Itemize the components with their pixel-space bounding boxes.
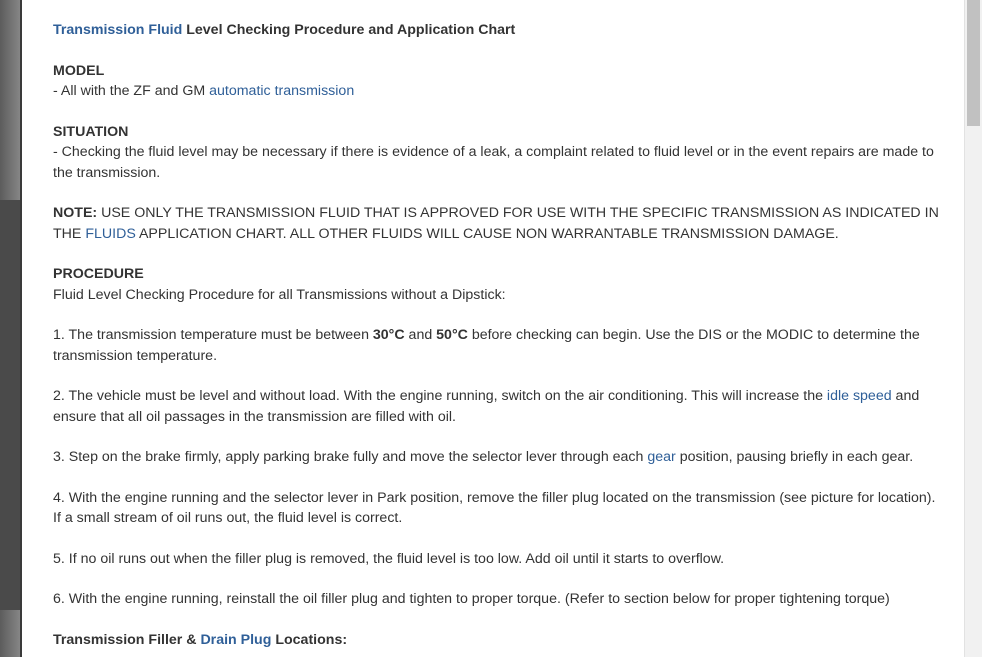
- link-drain-plug[interactable]: Drain Plug: [200, 631, 272, 648]
- model-heading: MODEL: [53, 62, 105, 79]
- procedure-intro: Fluid Level Checking Procedure for all Transmissions without a Dipstick:: [53, 286, 506, 303]
- note-text-1: USE ONLY THE TRANSMISSION FLUID THAT IS APPROVED FOR USE WITH THE SPECIFIC TRANSMISSION AS INDICATED IN THE: [53, 205, 939, 242]
- article-title: [53, 20, 943, 41]
- procedure-step-5: 5. If no oil runs out when the filler plug is removed, the fluid level is too low. Add oil until it starts to overflow.: [53, 550, 725, 567]
- note-text-2: APPLICATION CHART. ALL OTHER FLUIDS WILL CAUSE NON WARRANTABLE TRANSMISSION DAMAGE.: [135, 225, 839, 242]
- link-automatic-transmission[interactable]: automatic transmission: [209, 83, 355, 99]
- locations-text-a: Transmission Filler &: [53, 631, 201, 648]
- situation-section: [53, 122, 943, 184]
- procedure-heading: PROCEDURE: [53, 266, 144, 282]
- title-text: Level Checking Procedure and Application Chart: [182, 22, 516, 38]
- procedure-step-2: [53, 386, 943, 427]
- vertical-scrollbar[interactable]: [964, 0, 982, 657]
- note-section: [53, 203, 943, 244]
- background-dark-band: [0, 200, 20, 610]
- article-page: [22, 0, 964, 657]
- locations-text-b: Locations:: [271, 631, 348, 648]
- step-1-temp-low: 30°C: [372, 327, 405, 343]
- step-1-text-b: and: [404, 327, 437, 343]
- procedure-step-6: 6. With the engine running, reinstall the oil filler plug and tighten to proper torque. (Refer to section below for proper tightening torque): [53, 591, 890, 607]
- situation-heading: SITUATION: [53, 123, 129, 140]
- step-2-text-b: and ensure that all oil passages in the transmission are filled with oil.: [53, 388, 920, 425]
- link-idle-speed[interactable]: idle speed: [826, 388, 892, 404]
- situation-text: - Checking the fluid level may be necessary if there is evidence of a leak, a complaint related to fluid level or in the event repairs are made to the transmission.: [53, 144, 934, 181]
- article-content: [53, 20, 943, 657]
- scrollbar-thumb[interactable]: [967, 0, 980, 126]
- step-3-text-b: position, pausing briefly in each gear.: [675, 449, 914, 465]
- model-text: - All with the ZF and GM: [53, 83, 210, 99]
- step-3-text-a: 3. Step on the brake firmly, apply parking brake fully and move the selector lever through each: [53, 449, 648, 465]
- note-label: NOTE:: [53, 205, 98, 221]
- procedure-section: [53, 264, 943, 305]
- link-fluids[interactable]: FLUIDS: [85, 225, 136, 242]
- procedure-step-1: [53, 325, 943, 366]
- background-window-edge: [0, 0, 22, 657]
- step-2-text-a: 2. The vehicle must be level and without load. With the engine running, switch on the air conditioning. This will increase the: [53, 388, 827, 404]
- link-gear[interactable]: gear: [647, 449, 676, 465]
- step-1-text-a: 1. The transmission temperature must be between: [53, 327, 373, 343]
- title-link-transmission-fluid[interactable]: Transmission Fluid: [53, 22, 183, 38]
- procedure-step-4: 4. With the engine running and the selector lever in Park position, remove the filler plug located on the transmission (see picture for location). If a small stream of oil runs out, the fluid level is correct.: [53, 489, 936, 526]
- step-1-text-c: before checking can begin. Use the DIS or the MODIC to determine the transmission temperature.: [53, 327, 920, 364]
- step-1-temp-high: 50°C: [436, 327, 468, 343]
- model-section: [53, 61, 943, 102]
- procedure-step-3: [53, 447, 943, 468]
- locations-heading: [53, 630, 943, 651]
